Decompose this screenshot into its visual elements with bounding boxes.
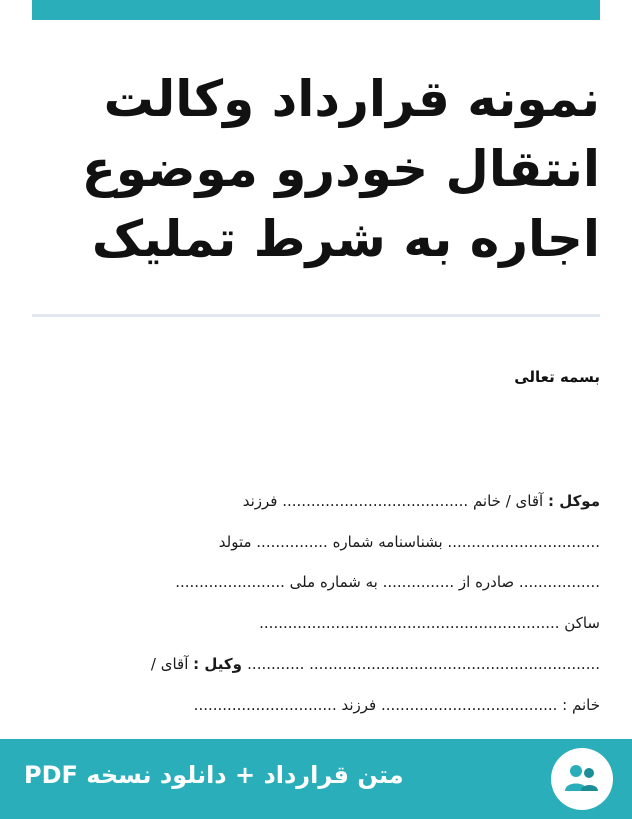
attorney-line-pre: ............................................................. ............: [247, 655, 600, 673]
title-line-3: اجاره به شرط تملیک: [91, 210, 600, 268]
attorney-label: وکیل :: [193, 655, 248, 673]
title-divider: [32, 314, 600, 317]
people-icon: [562, 761, 602, 797]
attorney-line-post: آقای /: [150, 655, 194, 673]
national-id-line: [175, 571, 600, 593]
id-number-line: [219, 531, 600, 553]
document-title: [32, 64, 600, 274]
attorney-name-line: [194, 694, 600, 716]
title-line-2: انتقال خودرو موضوع: [81, 140, 600, 198]
national-id-line-text: ................. صادره از ............... به شماره ملی .......................: [175, 573, 600, 591]
download-banner[interactable]: [0, 739, 632, 819]
download-banner-text[interactable]: متن قرارداد + دانلود نسخه PDF: [24, 761, 404, 789]
residence-line-text: ساکن ...............................................................: [259, 614, 600, 632]
client-label: موکل :: [547, 492, 600, 510]
client-line: [243, 490, 600, 512]
residence-line: [259, 612, 600, 634]
site-logo: [551, 748, 613, 810]
client-line-text: آقای / خانم ....................................... فرزند: [242, 492, 548, 510]
top-accent-bar: [32, 0, 600, 20]
id-number-line-text: ................................ بشناسنامه شماره ............... متولد: [218, 533, 600, 551]
attorney-line: [151, 653, 600, 675]
title-line-1: نمونه قرارداد وکالت: [103, 70, 600, 128]
bismillah-heading: بسمه تعالی: [514, 368, 600, 386]
attorney-name-line-text: خانم : ..................................... فرزند ..............................: [193, 696, 600, 714]
